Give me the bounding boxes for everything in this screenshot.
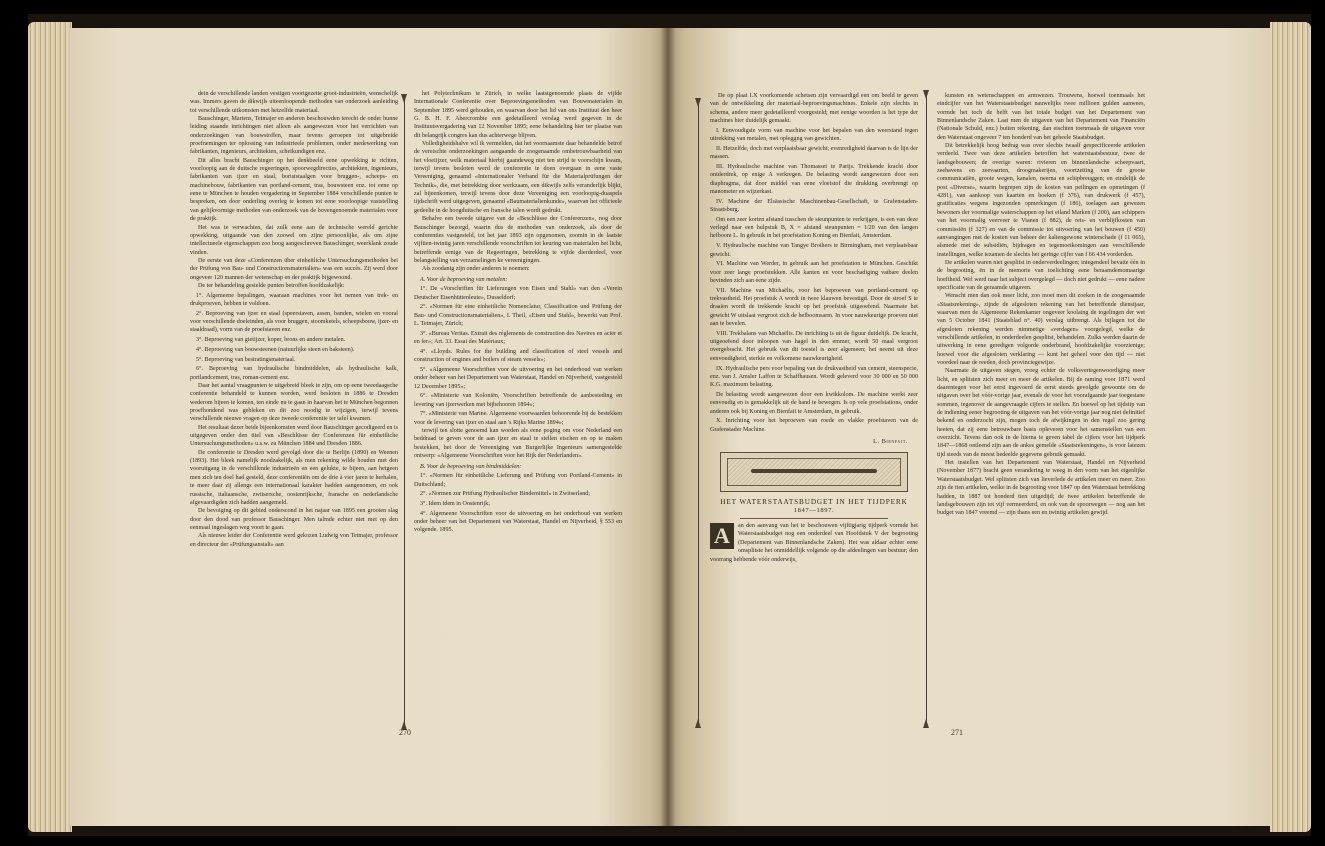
list-item: I. Eenvoudigste vorm van machine voor het bepalen van den weerstand tegen uitrekking van metalen, met opleggng van gewichten. [710, 127, 918, 143]
subheading: A. Voor de beproeving van metalen: [420, 276, 508, 283]
list-item: VI. Machine van Werder, in gebruik aan het proefstation te München. Geschikt voor zeer lange proefstukken. Alle kanten en voor beschadiging vatbare deelen bevinden zich aan éene zijde. [710, 261, 918, 284]
list-item: 6°. «Ministerie van Koloniën, Voorschriften betreffende de aanbesteding en levering van ijzerwerken met bijbehooren 1894»; [414, 393, 622, 408]
list-item: 3°. Idem idem in Oostenrijk; [420, 501, 490, 508]
list-item: IX. Hydraulische pers voor bepaling van de drukvastheid van cement, steenspecie, enz. van J. Amsler Laffon te Schaffhausen. Wordt geleverd voor 30 000 en 50 000 K.G. maximum belasting. [710, 365, 918, 389]
subheading: B. Voor de beproeving van bindmiddelen: [420, 463, 522, 470]
paragraph: Als zoodanig zijn onder anderen te noemen: [422, 266, 530, 273]
right-page-number: 271 [951, 728, 963, 737]
paragraph: De op plaat I.X voorkomende schetsen zijn vervaardigd een om beeld te geven van de ontwikkeling der materiaal-beproevingsmachines. Enkele zijn slechts in schema, andere meer gedetailleerd voorgesteld; met eenige woorden is het type der machines hier duidelijk gemaakt. [710, 93, 918, 125]
list-item: VII. Machine van Michaëlis, voor het beproeven van portland-cement op trekvastheid. Het proefstuk A wordt in twee klauwen bevestigd. Door de stroef S te draaien wordt de trekkende kracht op het proefstuk uitgeoefend. Naarmate het gewicht W uitslaat vergroot zich de hefboomsarm. In voor nauwkeurige proeven niet aan te bevelen. [710, 287, 918, 328]
paragraph: Bauschinger, Martens, Tetmajer en anderen beschouwden terecht de onder hunne leiding staande inrichtingen niet alleen als aangewezen voor het verrichten van onderzoekingen van bouwstoffen, maar tevens geroepen tot uitgebreide proefnemingen ter oplossing van industrieele problemen, onder medewerking van fabrikanten, ingenieurs, architekten, scheikundigen enz. [190, 116, 398, 156]
left-page-column-1 [190, 90, 398, 726]
page-edges-right [1270, 22, 1311, 832]
list-item: 6°. Beproeving van hydraulische bindmiddelen, als hydraulische kalk, portlandcement, tras, roman-cement enz. [190, 366, 398, 381]
paragraph-text: an den aanvang van het te beschouwen vijftigjarig tijdperk vormde het Waterstaatsbudget nog een onderdeel van Hoofdstuk V der begrooting (Departement van Binnenlandsche Zaken). Het was aldaar echter eene omsplitste het onmiddellijk volgende op die afdeelingen van bestuur; den voorrang hebbende vóór onderwijs, [710, 523, 918, 563]
list-item: 3°. Beproeving van gietijzer, koper, brons en andere metalen. [196, 337, 346, 344]
paragraph: Naarmate de uitgaven stegen, vroeg echter de volksvertegenwoordiging meer licht, en splitsten zich meer en meer de artikelen. Bij de raming voor 1871 werd daarentegen voor het eerst ingevoerd de eerst steeds gevolgde gewoonte om de uitgaven over het vóór-vorige jaar, evenals de voor het voorafgaande jaar toegestane sommen, tegenover de aangevraagde cijfers te stellen. En hoewel op het tijdstip van de indiening eener begrooting de uitgaven van het vóór-vorige jaar nog niet definitief bekend en onderzocht zijn, mogen toch de afwijkingen in den regel zoo gering heeten, dat zij eene betrouwbare basis opleveren voor het samenstellen van een overzicht. Tevens dan ook in de hierna te geven tabel de cijfers voor het tijdperk 1847—1868 ontleend zijn aan de ankes gemelde «Staatsrekeningen», is voor latezen tijd steeds van de meest bedeelde gegevens gebruik gemaakt. [937, 368, 1145, 458]
left-page-column-rule [404, 100, 405, 724]
list-item: 3°. «Bureau Veritas. Extrait des règlements de construction des Navires en acier et en fer»; Art. 33. Essai des Matériaux; [414, 330, 622, 346]
paragraph: Daar het aantal vraagpunten te uitgebreid bleek te zijn, om op eene tweedaagsche conferentie behandeld te kunnen worden, werd besloten in 1886 te Dresden wederom bijeen te komen, ten einde nu te gaan in haarvan het te München begonnen proefhondend was gebleken en dit zoo noodig te wijzigen, terwijl tevens verschillende nieuwe vragen op deze tweede conferentie ter tafel kwamen. [190, 383, 398, 423]
paragraph: kunsten en wetenschappen en armwezen. Trouwens, hoewel toenmaals het eindcijfer van het Waterstaatsbudget nauwelijks twee millioen gulden aanwees, vormde het toch de helft van het totale budget van het Departement van Binnenlandsche Zaken. Laat men de uitgaven van het Departement van Financiën (Nationale Schuld, enz.) buiten rekening, dan eischten toenmaals de uitgaven voor den Waterstaat ongeveer 7 ten honderd van het geheele Staatsbudget. [937, 93, 1145, 141]
article-title: HET WATERSTAATSBUDGET IN HET TIJDPERK [720, 498, 908, 507]
list-item: 1°. Algemeene bepalingen, waaraan machines voor het nemen van trek- en drukproeven, hebben te voldoen. [190, 292, 398, 307]
title-rule [740, 518, 888, 519]
article-opening-paragraph [710, 522, 918, 564]
paragraph: Als nieuwe leider der Conferentie werd gekozen Ludwig von Tetmajer, professor en directeur der «Prüfungsanstalt» aan [190, 533, 398, 548]
list-item: X. Inrichting voor het beproeven van roede en vlakke proefstaven van de Grafenstader Machine. [710, 418, 918, 433]
paragraph: Behalve een tweede uitgave van de «Beschlüsse der Conferenzen», nog door Bauschinger bezorgd, waarin dus de methoden van onderzoek, als door de conferenties vastgesteld, tot het jaar 1893 zijn opgenomen, zoomin in de laatste vijftien-twintig jaren verschillende voorschriften tot keuring van materialen het licht, betreffende eenige van de Regeeringen, betrekking te vijfde dierderdeel, voor belangstelling van verzamelingen ke vereenigingen. [414, 216, 622, 264]
list-item: 2°. Beproeving van ijzer en staal (speerstaven, assen, banden, wielen en vooral voor verschillende doeleinden, als voor bruggen, stoomketels, scheepsbouw, ijzer- en staaldraad), vorm van de proefstaven enz. [190, 310, 398, 334]
paragraph: Dit betrekkelijk hoog bedrag was over slechts twaalf gespecificeerde artikelen verdeeld. Twee van deze artikelen betroffen het waterstaatsbestuur, twee de landsgebouwen; de overige waren: rivieren en binnenlandsche scheepvaart, zeehavens en zeevaarten, droogmakerijen, voortzetting van de groote communicatiën, groote wegen, kanalen, neerna en schipbreuggen; en eindelijk de post «Diverse», waarin begrepen zijn de kosten van peilingen en opmetingen (f 4281), van aankoop van kaarten en boeken (f 376), van drukwerk (f 457), gratificaties wegens ingezonden opmerkingen (f 186), toelagen aan gewezen bewoners der voormalige waterschappen op het eiland Marken (f 200), aan schippers van het voormalig veerveer te Vianen (f 882), de reis- en verblijfkosten van commissiën (f 327) en van de commissie tot uitvoering van het bouwen (f 450) aanvangingen met de kosten van beheer der kaltengewone winterschade (f 11 065), alsmede met de subsidiën, bijdragen en tegemoetkomingen aan verschillende instellingen, welke tezamen de slechts het geringe cijfer van f 66 434 vorderden. [937, 143, 1145, 258]
ornamental-vignette [720, 452, 908, 492]
list-item: 1°. «Normen für einheitliche Lieferung und Prüfung von Portland-Cement» in Duitschland; [414, 473, 622, 488]
paragraph: Volledigheidshalve wil ik vermelden, dat het voornaamste daar behandelde betrof de vereischte onderzoekingen aangaande de zoogenaamde ombetrouwbaarheid van het vloeiijzer, welk materiaal hierbij gaandeweg niet ten strijd te voorschijn kwam, terwijl tevens besloten werd de conferentie te doen overgaan in eene vaste Vereeniging, genaamd «Internationaler Verband für die Materialprüfungen der Technik», die, met betrekking door werkzaam, een dikwijls zelfs veranderlijk blijkt, zal bijeenkomen, terwijl tevens door deze Vereeniging een voorloopig-duaspels tijdschrift werd uitgegeven, genaamd «Baumaterialienkunde», waarvan het officieele gedeelte in de hoogduitsche en fransche talen wordt gedrukt. [414, 141, 622, 214]
book-gutter [660, 28, 676, 826]
right-page-column-rule [926, 96, 927, 722]
list-item: V. Hydraulische machine van Tangye Brothers te Birmingham, met verplaatsbaar gewicht. [710, 243, 918, 258]
paragraph: Dit alles bracht Bauschinger op het denkbeeld eene opwekking te richten, voorloopig aan de duitsche regeeringen, spoorwegdirecties, architekten, ingenieurs, fabrikanten van ijzer en staal, boriststaalgen voor bruggen-, scheeps- en machinebouw, fabrikanten van portland-cement, tras, bouwsteen enz. tot eene op eene te München te houden vergadering in September 1884 verschillende punten te bespreken, om door onderling overleg te komen tot eene voorloopige vaststelling van gelijkvormige methoden van onderzoek van de bovengenoemde materialen voor de praktijk. [190, 157, 398, 223]
article-period: 1847—1897. [793, 506, 835, 514]
paragraph: De eerste van deze «Conferenzen über einheitliche Untersuchungsmethoden bei der Prüfung von Bau- und Constructionsmaterialien» was een succès. Zij werd door ongeveer 120 mannen der wetenschap en der praktijk bijgewoond. [190, 257, 398, 281]
list-item: 5°. Beproeving van bestratingsmateriaal. [196, 356, 296, 363]
left-page-column-2 [414, 90, 622, 726]
list-item: 1°. De «Vorschriften für Lieferungen von Eisen und Stahl» van den «Verein Deutscher Eisenhüttenleute», Dusseldorf; [414, 286, 622, 301]
paragraph: De bevoiging op dit gebied onderscond in het najaar van 1895 een grooten slag door den dood van professor Bauschinger. Men talmde echter niet met op den eenmaal ingeslagen weg voort te gaan. [190, 508, 398, 531]
list-item: 2°. «Normen zur Prüfung Hydraulischer Bindemittel» in Zwitserland; [420, 491, 590, 498]
vignette-ornament [751, 469, 877, 473]
paragraph: De conferentie te Dresden werd gevolgd door die te Berlijn (1890) en Weenen (1893). Het bleek namelijk noodzakelijk, als men rekening wilde houden met den vooruitgang in de verschillende industrieën en een gelukte, te bijeen, aan hetgeen men zich ten doel had gesteld, deze conferentiën om de drie à vier jaren te herhalen, te meer daar zij allengs een internationaal karakter hadden aangenomen, en ook russische, italiaansche, zwitsersche, oostenrijksche, fransche en nederlandsche afgevaardigden zich hadden aangemeld. [190, 449, 398, 506]
list-item: IV. Machine der Elsässische Maschinenbau-Gesellschaft, te Grafenstaden-Straatsburg. [710, 198, 918, 214]
list-item: 4°. «Lloyds. Rules for the building and classification of steel vessels and construction of engines and boilers of steam vessels»; [414, 348, 622, 364]
paragraph: terwijl ten slotte genoemd kan worden als eene poging om voor Nederland een beddraad te geven voor de aan ijzer en staal te stellen eischen en op te maken bestekken, het door de Vereeniging van Burgerlijke Ingenieurs samengestelde ontwerp: «Algemeene Voorschriften voor het Rijk der Nederlanden». [414, 428, 622, 460]
list-item: 2°. «Normen für eine einheitliche Nomenclatur, Classification und Prüfung der Bau- und Constructionsmaterialien», I. Theil, «Eisen und Stahl», bewerkt van Prof. L. Tetmajer, Zürich; [414, 304, 622, 328]
list-item: 5°. «Algemeene Voorschriften voor de uitvoering en het onderhoud van werken onder beheer van het Departement van Waterstaat, Handel en Nijverheid, vastgesteld 12 December 1895»; [414, 366, 622, 390]
left-page-number: 270 [399, 728, 411, 737]
paragraph: Het instellen van het Departement van Waterstaat, Handel en Nijverheid (November 1877) bracht geen verandering te weeg in den vorm van het eigenlijke Waterstaatsbudget. Wel splitsten zich van lieverlede de artikelen meer en meer. Zoo zijn de tien artikelen, welke in de begrooting voor 1847 op den Waterstaat betrekking hadden, in 1887 tot honderd tien uitgedijd; de twee artikelen betreffende de landsgebouwen zijn tot vijf vermeerderd, en ook van de spoorwegen — nog aan het budget van 1847 vreemd — zijn thans een en twintig artikelen gewijd. [937, 460, 1145, 517]
list-item: 4°. Algemeene Voorschriften voor de uitvoering en het onderhoud van werken onder beheer van het Departement van Waterstaat, Handel en Nijverheid, § 553 en volgende. 1895. [414, 510, 622, 534]
paragraph: Het was te verwachten, dat zulk eene aan de technische wereld gerichte opwekking, uitgaande van den zoowel om zijne persoonlijke, als om zijne intellectueele eigenschappen zoo hoog aangeschreven Bauschinger, weerklank zoude vinden. [190, 224, 398, 256]
right-page-outer-rule [698, 104, 699, 722]
paragraph: het Polytechnikum te Zürich, in welke laatstgenoemde plaats de vijfde Internationale Conferentie over Beproevingsmethoden van Bouwmaterialen in September 1895 werd gehouden, en waarvan door het lid van ons Instituut den heer G. B. H. F. Abercrombie een gedetailleerd verslag werd gegeven in de Instituutsvergadering van 12 November 1895; eene behandeling hier ter plaatse van dit belangrijk congres kan dus achterwege blijven. [414, 91, 622, 139]
author-signature: L. Bienfait. [873, 439, 908, 446]
paragraph: De ter behandeling gestelde punten betroffen hoofdzakelijk: [198, 282, 345, 289]
list-item: II. Hetzelfde, doch met verplaatsbaar gewicht; evenredigheid daarvan is de lijn der massen. [710, 145, 918, 161]
drop-cap-initial: A [710, 523, 734, 549]
paragraph: dein de verschillende landen vestigen voortgezette groot-industrieën, wenschelijk was. Immers gaven de dikwijls uiteenloopende methoden van onderzoek aanleiding tot verschillende uitkomsten met hetzelfde materiaal. [190, 91, 398, 114]
right-page-column-2 [937, 92, 1145, 730]
paragraph: Wenscht men dan ook meer licht, zoo moet men dit zoeken in de zoogenaamde «Staatsrekening», zijnde de afgesloten rekening van het betreffende dienstjaar, waarvan men de Algemeene Rekenkamer ongeveer koolaing de togelingen der wet van 5 October 1841 (Staatsblad n°. 40) verslag uitbrengt. Als bijlagen tot die afgesloten rekening werden nimmetige «verdagen» voorgelegd, welke de verschillende artikelen, in onderdeelen gesplitst, behandelen. Zulks werden daarin de uitwerking in eene geredigen volgorde onderbrand, hoofdzakelijke voorzienige; hoewel voor die afgesloten verklaring — kunt het geheel voor den tijd — niet voordeel naar de reeden, doch provinciegewijze. [937, 293, 1145, 366]
list-item: III. Hydraulische machine van Thomasset te Parijs. Trekkende kracht door ontderdrek, op enige A verkregen. De belasting wordt aangewezen door een diaphragma, dat door middel van eene vloeistof die drukking overbrengt op manometer en wijzerkast. [710, 163, 918, 195]
list-item: 4°. Beproeving van bouwsteenen (natuurlijke steen en baksteen). [196, 346, 355, 353]
paragraph: De artikelen waren niet gesplitst in onderverdeelingen; integendeel bevatte één in de begrooting, ën in de memorie van toelichting eene beraamdemomaarige hoeftheid. Wel werd naar het subject overgelegd — doch niet gedrukt — eene nadere specificatie van de geraamde uitgaven. [937, 259, 1145, 291]
page-edges-left [28, 22, 72, 832]
list-item: 7°. «Ministerie van Marine. Algemeene voorwaarden behoorende bij de bestekken voor de levering van ijzer en staal aan 's Rijks Marine 1894»; [414, 411, 622, 426]
paragraph: Het resultaat dezer beide bijeenkomsten werd door Bauschinger gecodigeerd en is uitgegeven onder den titel van «Beschlüsse der Conferenzen für einheitliche Untersuchungsmethoden» u.s.w. zu München 1884 und Dresden 1886. [190, 424, 398, 448]
list-item: De belasting wordt aangewezen door een kwikkolom. De machine werkt zeer eenvoudig en is gemakkelijk uit de hand te bewegen. Is op vele proefstations, onder anderen ook bij Koning en Bienfait te Amsterdam, in gebruik. [710, 391, 918, 415]
list-item: VIII. Trekbalans van Michaëlis. De inrichting is uit de figuur duidelijk. De kracht, uitgeoefend door inloopen van hagel in den emmer, wordt 50 maal vergroot overgebracht. Het gebruik van dit toestel is zeer algemeen; het neemt uit deze eenvoudigheid, sterkte en volkomene nauwkeurigheid. [710, 330, 918, 362]
list-item: Om een zeer korten afstand tusschen de steunpunten te verkrijgen, is een van deze verlegd naar een hulpstuk B, X = afstand steunpunten = 1/20 van den langen hefboom L. In gebruik in het proefstation Koning en Bienfait, Amsterdam. [710, 216, 918, 240]
right-page-column-1 [710, 92, 918, 730]
